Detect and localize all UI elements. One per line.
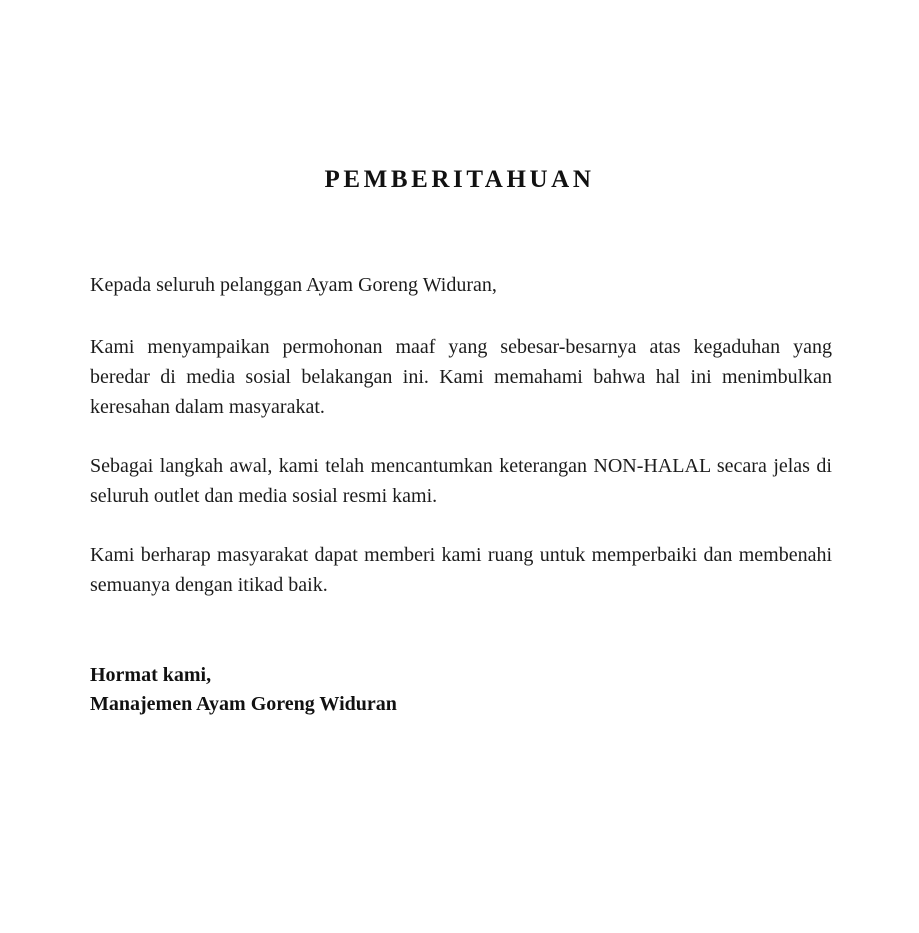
closing-block bbox=[90, 661, 397, 719]
paragraph-hope: Kami berharap masyarakat dapat memberi kami ruang untuk memperbaiki dan membenahi semuanya dengan itikad baik. bbox=[90, 544, 832, 596]
greeting-line: Kepada seluruh pelanggan Ayam Goreng Widuran, bbox=[90, 274, 497, 296]
closing-signature: Manajemen Ayam Goreng Widuran bbox=[90, 693, 397, 715]
closing-salutation: Hormat kami, bbox=[90, 664, 212, 686]
paragraph-apology: Kami menyampaikan permohonan maaf yang sebesar-besarnya atas kegaduhan yang beredar di media sosial belakangan ini. Kami memahami bahwa hal ini menimbulkan keresahan dalam masyarakat. bbox=[90, 336, 832, 418]
page-title: PEMBERITAHUAN bbox=[324, 166, 595, 193]
paragraph-non-halal-notice: Sebagai langkah awal, kami telah mencantumkan keterangan NON-HALAL secara jelas di seluruh outlet dan media sosial resmi kami. bbox=[90, 455, 832, 507]
